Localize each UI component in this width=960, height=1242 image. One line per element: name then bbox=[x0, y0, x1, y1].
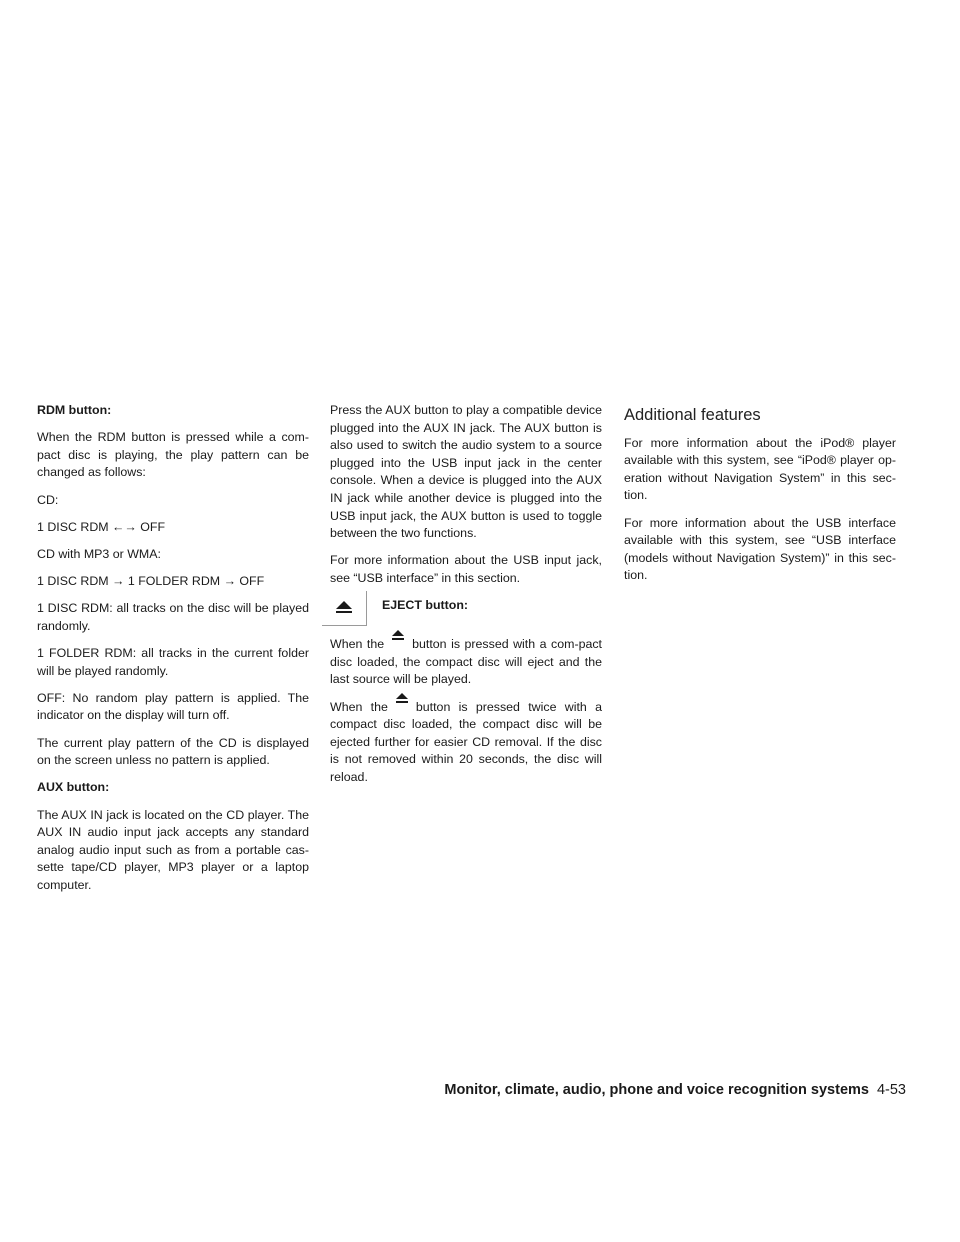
cd-pattern: 1 DISC RDM ←→ OFF bbox=[37, 519, 166, 534]
eject-twice-pre: When the bbox=[330, 699, 388, 714]
left-column bbox=[37, 402, 309, 904]
cd-label: CD: bbox=[37, 492, 59, 507]
ipod-reference: For more information about the iPod® player available with this system, see “iPod® player op-eration without Navigation System” in this sec-tion. bbox=[624, 435, 896, 503]
eject-heading: EJECT button: bbox=[382, 598, 469, 613]
rdm-heading: RDM button: bbox=[37, 403, 112, 417]
mp3-pattern: 1 DISC RDM → 1 FOLDER RDM → OFF bbox=[37, 574, 265, 589]
right-column bbox=[624, 405, 896, 595]
eject-once-post: button is pressed with a com-pact disc loaded, the compact disc will eject and the last source will be played. bbox=[330, 637, 602, 687]
chapter-title: Monitor, climate, audio, phone and voice recognition systems bbox=[444, 1082, 869, 1098]
eject-twice-description bbox=[330, 699, 602, 787]
aux-heading: AUX button: bbox=[37, 780, 110, 795]
eject-icon-box bbox=[322, 591, 367, 626]
page-footer bbox=[444, 1082, 906, 1098]
rdm-intro: When the RDM button is pressed while a com-pact disc is playing, the play pattern can be changed as follows: bbox=[37, 430, 309, 480]
aux-press-description: Press the AUX button to play a compatible device plugged into the AUX IN jack. The AUX button is also used to switch the audio system to a source plugged into the USB input jack in the center console. When a device is plugged into the AUX IN jack while another device is plugged into the USB input jack, the AUX button is used to toggle between the two functions. bbox=[330, 403, 602, 541]
eject-icon bbox=[336, 601, 352, 613]
folder-rdm-description: 1 FOLDER RDM: all tracks in the current folder will be played randomly. bbox=[37, 646, 309, 678]
eject-icon bbox=[396, 693, 408, 703]
eject-inline-icon-wrapper bbox=[384, 637, 412, 649]
eject-twice-post: button is pressed twice with a compact disc loaded, the compact disc will be ejected further for easier CD removal. If the disc is not removed within 20 seconds, the disc will reload. bbox=[330, 699, 602, 784]
mp3-label: CD with MP3 or WMA: bbox=[37, 546, 161, 561]
page-number: 4-53 bbox=[876, 1082, 906, 1098]
disc-rdm-description: 1 DISC RDM: all tracks on the disc will be played randomly. bbox=[37, 601, 309, 633]
aux-intro: The AUX IN jack is located on the CD player. The AUX IN audio input jack accepts any standard analog audio input such as from a portable cas-sette tape/CD player, MP3 player or a laptop computer. bbox=[37, 807, 309, 892]
eject-heading-block bbox=[330, 597, 602, 627]
eject-once-pre: When the bbox=[330, 637, 385, 652]
current-pattern-description: The current play pattern of the CD is displayed on the screen unless no pattern is applied. bbox=[37, 735, 309, 768]
eject-icon bbox=[392, 630, 404, 640]
usb-interface-reference: For more information about the USB interface available with this system, see “USB interface (models without Navigation System)” in this sec-tion. bbox=[624, 515, 896, 583]
off-description: OFF: No random play pattern is applied. The indicator on the display will turn off. bbox=[37, 690, 309, 723]
eject-inline-icon-wrapper bbox=[388, 700, 416, 712]
section-title: Additional features bbox=[624, 406, 761, 424]
middle-column bbox=[330, 402, 602, 796]
usb-jack-reference: For more information about the USB input jack, see “USB interface” in this section. bbox=[330, 553, 602, 585]
eject-once-description bbox=[330, 636, 602, 689]
